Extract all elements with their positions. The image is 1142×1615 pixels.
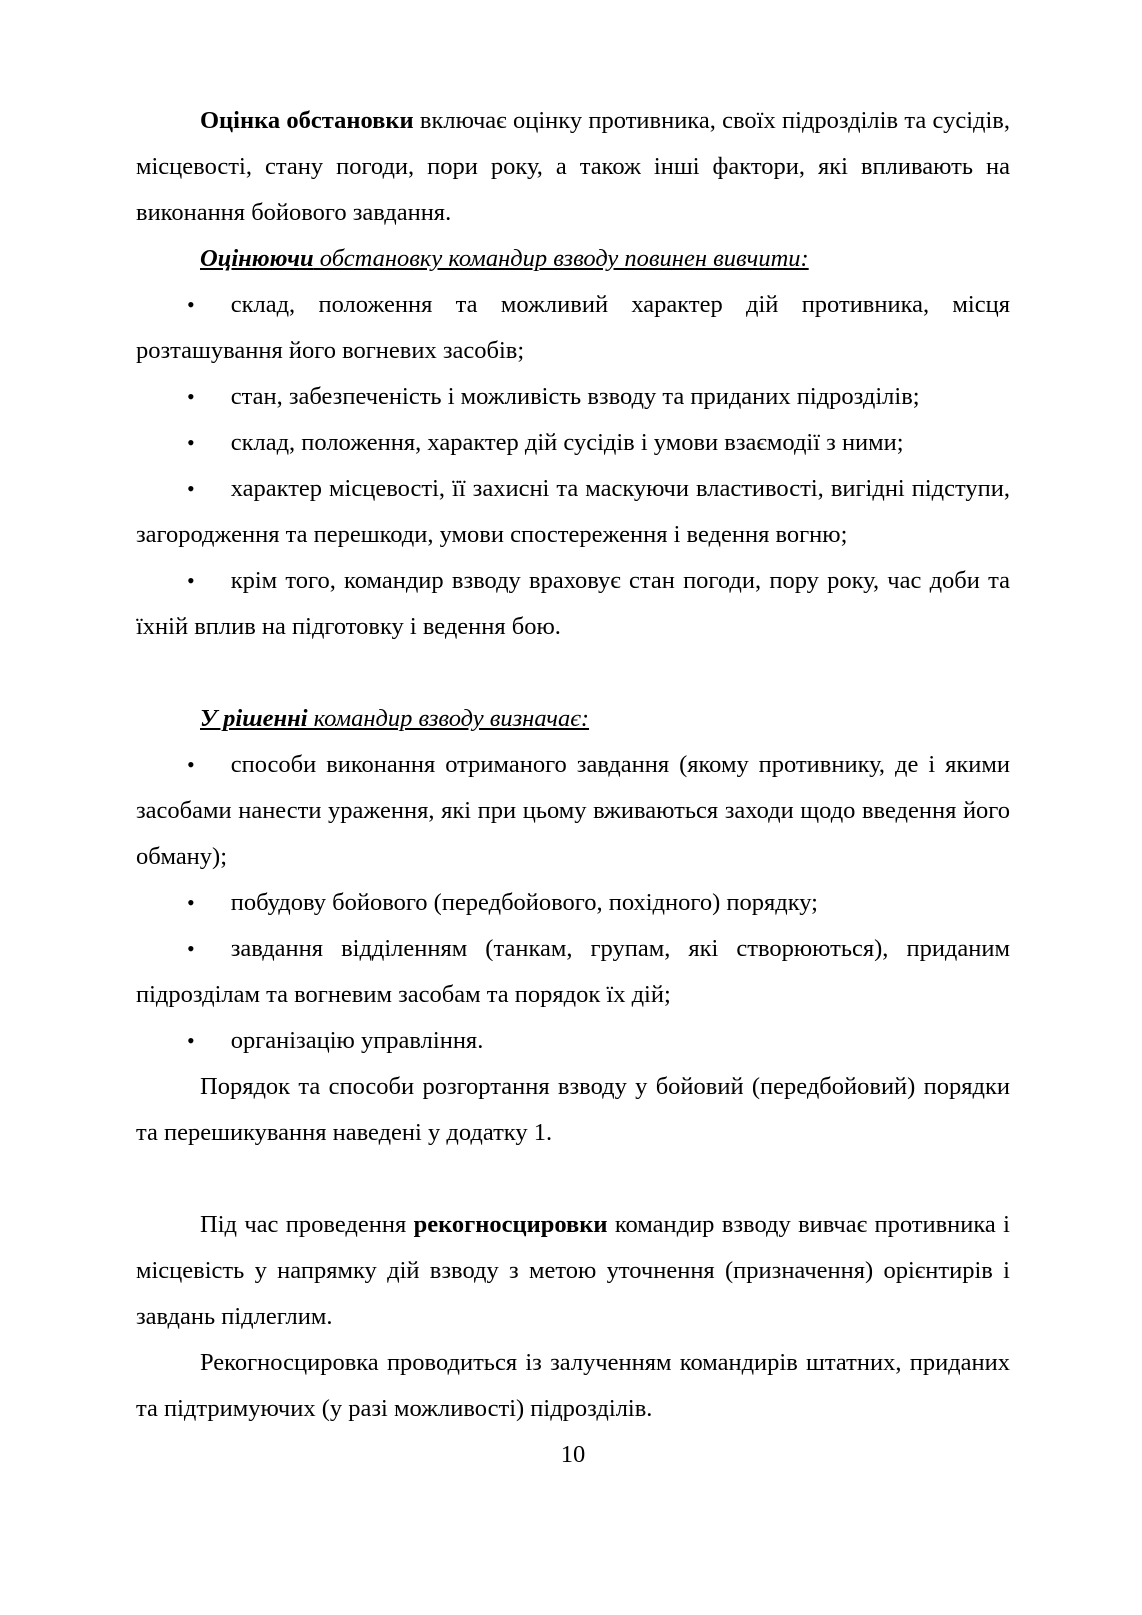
bullet-text: стан, забезпеченість і можливість взводу та приданих підрозділів; xyxy=(230,383,920,410)
heading-lead-bold-italic: У рішенні xyxy=(200,705,308,732)
bullet-icon: • xyxy=(187,752,195,777)
bullet-text: побудову бойового (передбойового, похідного) порядку; xyxy=(230,889,818,916)
bullet-icon: • xyxy=(187,384,195,409)
page-number: 10 xyxy=(560,1441,586,1468)
paragraph-lead-bold: Оцінка обстановки xyxy=(200,107,414,134)
paragraph-reconnaissance-conduct: Рекогносцировка проводиться із залученням командирів штатних, приданих та підтримуючих (у разі можливості) підрозділів. xyxy=(136,1349,1010,1422)
bullet-text: характер місцевості, її захисні та маскуючи властивості, вигідні підступи, загородження та перешкоди, умови спостереження і ведення вогню; xyxy=(136,475,1010,548)
bullet-item xyxy=(136,926,1010,1018)
bullet-text: способи виконання отриманого завдання (якому противнику, де і якими засобами нанести ураження, які при цьому вживаються заходи щодо введення його обману); xyxy=(136,751,1010,870)
bullet-icon: • xyxy=(187,292,195,317)
bullet-item xyxy=(136,742,1010,880)
paragraph-text: Під час проведення xyxy=(200,1211,414,1238)
heading-underline-wrap xyxy=(200,245,809,272)
bullet-item xyxy=(136,558,1010,650)
bullet-item xyxy=(136,466,1010,558)
heading-underline-wrap xyxy=(200,705,589,732)
heading-lead-bold-italic: Оцінюючи xyxy=(200,245,314,272)
paragraph-situation-assessment xyxy=(136,98,1010,236)
bullet-item xyxy=(136,1018,1010,1064)
bullet-icon: • xyxy=(187,936,195,961)
bullet-text: склад, положення та можливий характер дій противника, місця розташування його вогневих засобів; xyxy=(136,291,1010,364)
bullet-item xyxy=(136,282,1010,374)
paragraph-text: включає оцінку противника, своїх підрозділів та сусідів, місцевості, стану погоди, пори року, а також інші фактори, які впливають на виконання бойового завдання. xyxy=(136,107,1010,226)
bullet-item xyxy=(136,374,1010,420)
bullet-text: організацію управління. xyxy=(230,1027,484,1054)
section-heading-assessing xyxy=(136,236,1010,282)
bullet-text: склад, положення, характер дій сусідів і умови взаємодії з ними; xyxy=(230,429,904,456)
heading-rest-italic: обстановку командир взводу повинен вивчити: xyxy=(313,245,809,272)
paragraph-inline-bold: рекогносцировки xyxy=(413,1211,608,1238)
bullet-icon: • xyxy=(187,1028,195,1053)
bullet-icon: • xyxy=(187,568,195,593)
bullet-icon: • xyxy=(187,476,195,501)
bullet-icon: • xyxy=(187,430,195,455)
bullet-item xyxy=(136,880,1010,926)
paragraph-reconnaissance xyxy=(136,1202,1010,1340)
bullet-text: завдання відділенням (танкам, групам, які створюються), приданим підрозділам та вогневим засобам та порядок їх дій; xyxy=(136,935,1010,1008)
bullet-item xyxy=(136,420,1010,466)
section-heading-decision xyxy=(136,696,1010,742)
bullet-icon: • xyxy=(187,890,195,915)
bullet-text: крім того, командир взводу враховує стан погоди, пору року, час доби та їхній вплив на підготовку і ведення бою. xyxy=(136,567,1010,640)
heading-rest-italic: командир взводу визначає: xyxy=(307,705,590,732)
paragraph-text: командир взводу вивчає противника і місцевість у напрямку дій взводу з метою уточнення (призначення) орієнтирів і завдань підлеглим. xyxy=(136,1211,1010,1330)
paragraph-deployment-order: Порядок та способи розгортання взводу у бойовий (передбойовий) порядки та перешикування наведені у додатку 1. xyxy=(136,1073,1010,1146)
